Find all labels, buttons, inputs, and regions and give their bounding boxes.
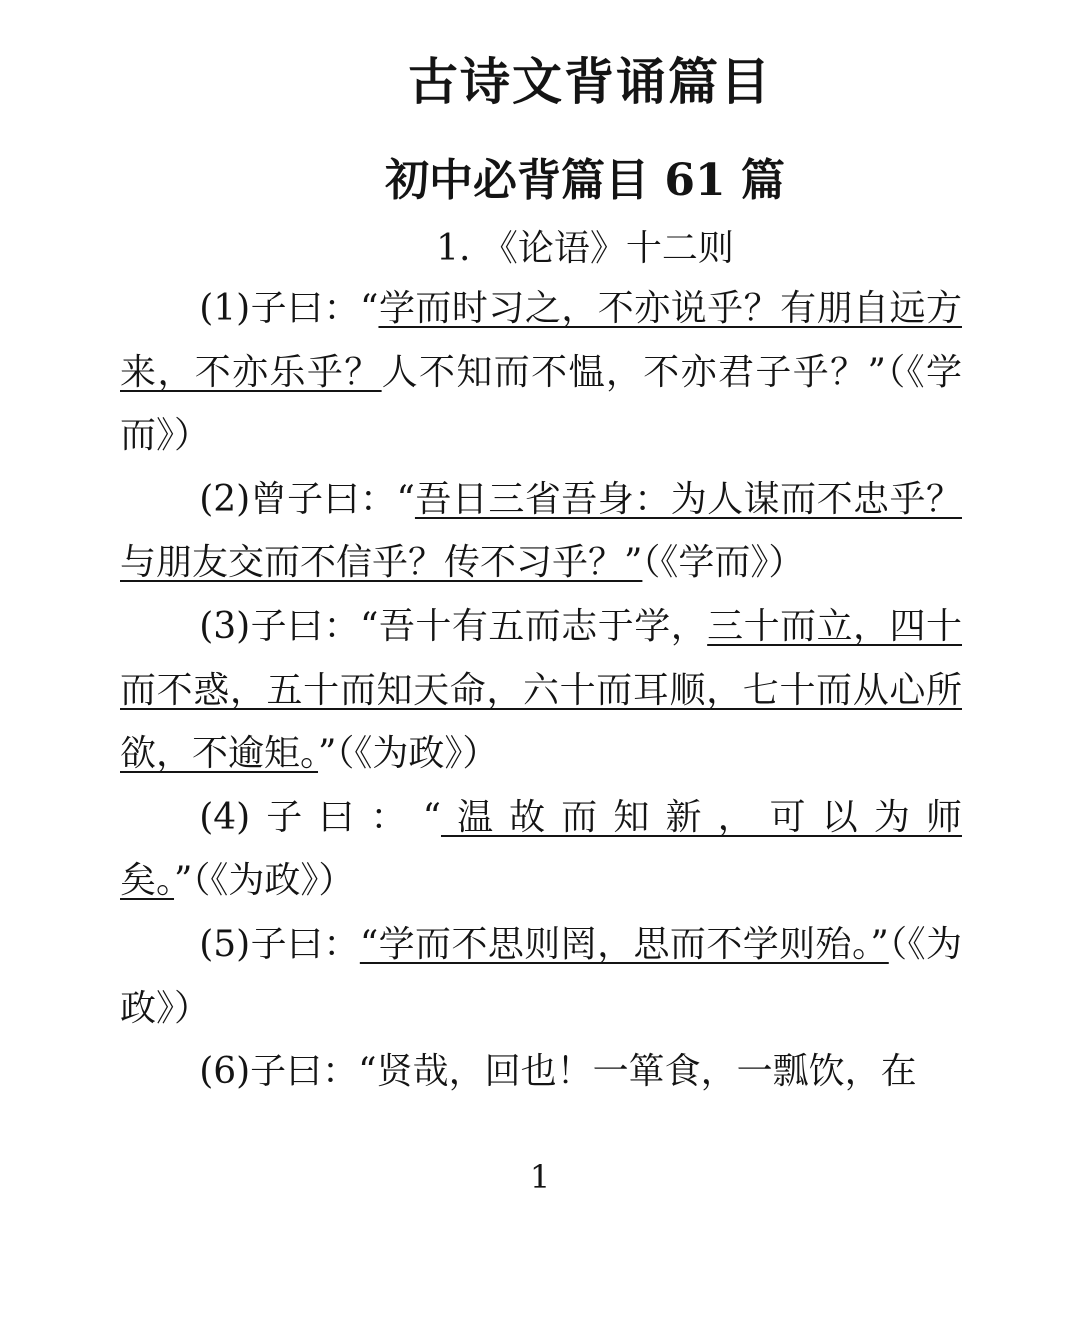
- document-subtitle: 初中必背篇目 61 篇: [385, 155, 785, 206]
- paragraph-text: （《学而》）: [642, 542, 805, 584]
- paragraph-text: (3)子曰：“吾十有五而志于学，: [199, 605, 708, 647]
- paragraph-5: [120, 913, 962, 1040]
- paragraph-text: ”（《为政》）: [318, 733, 499, 775]
- document-title: 古诗文背诵篇目: [408, 53, 772, 111]
- underlined-text: “学而不思则罔，思而不学则殆。”: [359, 923, 889, 965]
- paragraph-text: (5)子曰：: [199, 923, 360, 965]
- paragraph-text: (6)子曰：“贤哉，回也！一箪食，一瓢饮，在: [199, 1051, 917, 1093]
- underlined-text: 吾日三省吾身：为人谋而不忠乎？与朋友交而不信乎？传不习乎？”: [120, 478, 962, 584]
- paragraph-3: [120, 595, 962, 786]
- paragraph-1: [120, 277, 962, 468]
- paragraph-2: [120, 468, 962, 595]
- paragraph-4: [120, 786, 962, 913]
- paragraph-text: (2)曾子曰：“: [199, 478, 415, 520]
- document-body: [120, 277, 962, 1104]
- paragraph-text: (4)子曰：“: [199, 796, 441, 838]
- underlined-text: 学而时习之，不亦说乎？有朋自远方来，不亦乐乎？: [120, 288, 962, 393]
- paragraph-text: ”（《为政》）: [174, 860, 355, 902]
- paragraph-6: [120, 1040, 962, 1104]
- page-number: 1: [529, 1158, 551, 1196]
- paragraph-text: (1)子曰：“: [199, 288, 379, 329]
- underlined-text: 三十而立，四十而不惑，五十而知天命，六十而耳顺，七十而从心所欲，不逾矩。: [120, 605, 962, 775]
- paragraph-text: （《为政》）: [120, 923, 962, 1029]
- underlined-text: 温故而知新，可以为师矣。: [120, 796, 962, 902]
- section-heading: 1. 《论语》十二则: [436, 228, 734, 269]
- paragraph-text: 人不知而不愠，不亦君子乎？”（《学而》）: [120, 351, 962, 457]
